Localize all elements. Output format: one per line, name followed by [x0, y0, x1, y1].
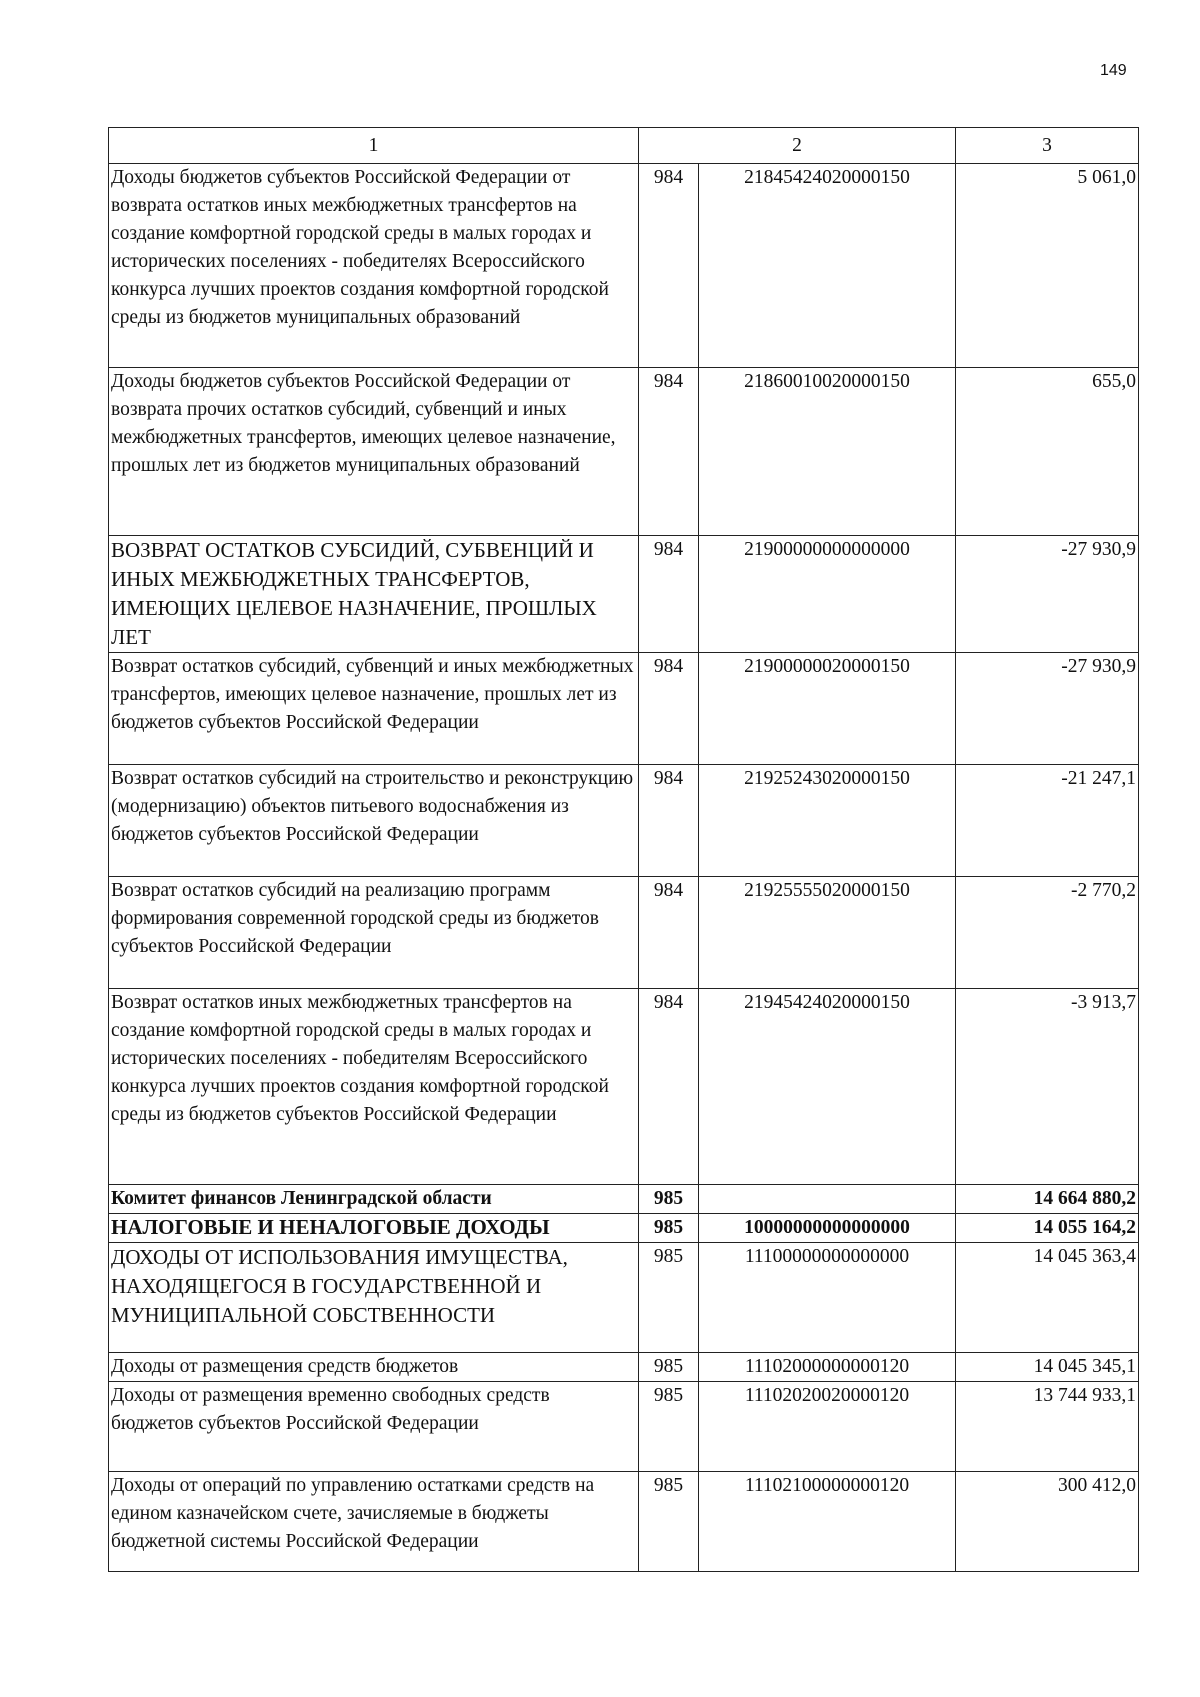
row-amount: 14 055 164,2: [956, 1214, 1139, 1243]
table-row: [109, 164, 1139, 368]
table-header-row: [109, 128, 1139, 164]
table-row: [109, 877, 1139, 989]
row-amount: 13 744 933,1: [956, 1382, 1139, 1472]
row-description: Доходы от размещения временно свободных средств бюджетов субъектов Российской Федерации: [109, 1382, 639, 1472]
row-budget-code: 11102100000000120: [699, 1472, 956, 1572]
table-row: [109, 1353, 1139, 1382]
row-administrator-code: 984: [639, 164, 699, 368]
row-administrator-code: 985: [639, 1214, 699, 1243]
row-description: Возврат остатков субсидий на реализацию программ формирования современной городской среды из бюджетов субъектов Российской Федерации: [109, 877, 639, 989]
row-description: Возврат остатков иных межбюджетных трансфертов на создание комфортной городской среды в малых городах и исторических поселениях - победителям Всероссийского конкурса лучших проектов создания комфортной городской среды из бюджетов субъектов Российской Федерации: [109, 989, 639, 1185]
row-amount: 300 412,0: [956, 1472, 1139, 1572]
row-budget-code: 11100000000000000: [699, 1243, 956, 1353]
row-description: ДОХОДЫ ОТ ИСПОЛЬЗОВАНИЯ ИМУЩЕСТВА, НАХОДЯЩЕГОСЯ В ГОСУДАРСТВЕННОЙ И МУНИЦИПАЛЬНОЙ СОБСТВЕННОСТИ: [109, 1243, 639, 1353]
row-administrator-code: 985: [639, 1353, 699, 1382]
row-description: Возврат остатков субсидий на строительство и реконструкцию (модернизацию) объектов питьевого водоснабжения из бюджетов субъектов Российской Федерации: [109, 765, 639, 877]
table-row: [109, 653, 1139, 765]
row-budget-code: 21925555020000150: [699, 877, 956, 989]
header-col-2: 2: [639, 128, 956, 164]
page-number: 149: [1100, 62, 1127, 79]
row-description: НАЛОГОВЫЕ И НЕНАЛОГОВЫЕ ДОХОДЫ: [109, 1214, 639, 1243]
table-row: [109, 1472, 1139, 1572]
row-administrator-code: 984: [639, 536, 699, 653]
row-amount: 5 061,0: [956, 164, 1139, 368]
row-amount: -27 930,9: [956, 653, 1139, 765]
row-amount: 14 045 363,4: [956, 1243, 1139, 1353]
row-budget-code: 21860010020000150: [699, 368, 956, 536]
table-row: [109, 1382, 1139, 1472]
table-row: [109, 989, 1139, 1185]
row-description: Доходы бюджетов субъектов Российской Федерации от возврата прочих остатков субсидий, субвенций и иных межбюджетных трансфертов, имеющих целевое назначение, прошлых лет из бюджетов муниципальных образований: [109, 368, 639, 536]
header-col-3: 3: [956, 128, 1139, 164]
table-row: [109, 1243, 1139, 1353]
row-amount: -2 770,2: [956, 877, 1139, 989]
table-row: [109, 368, 1139, 536]
row-budget-code: 10000000000000000: [699, 1214, 956, 1243]
table-row: [109, 1185, 1139, 1214]
row-description: Комитет финансов Ленинградской области: [109, 1185, 639, 1214]
row-administrator-code: 984: [639, 989, 699, 1185]
row-budget-code: 21925243020000150: [699, 765, 956, 877]
row-description: Возврат остатков субсидий, субвенций и иных межбюджетных трансфертов, имеющих целевое назначение, прошлых лет из бюджетов субъектов Российской Федерации: [109, 653, 639, 765]
row-budget-code: 21845424020000150: [699, 164, 956, 368]
row-budget-code: 21900000000000000: [699, 536, 956, 653]
table-row: [109, 536, 1139, 653]
budget-revenue-table: [108, 127, 1139, 1572]
table-row: [109, 765, 1139, 877]
row-amount: -21 247,1: [956, 765, 1139, 877]
row-administrator-code: 985: [639, 1472, 699, 1572]
row-description: Доходы от операций по управлению остатками средств на едином казначейском счете, зачисляемые в бюджеты бюджетной системы Российской Федерации: [109, 1472, 639, 1572]
row-budget-code: 11102020020000120: [699, 1382, 956, 1472]
row-administrator-code: 985: [639, 1243, 699, 1353]
row-budget-code: [699, 1185, 956, 1214]
row-budget-code: 21945424020000150: [699, 989, 956, 1185]
row-administrator-code: 984: [639, 765, 699, 877]
row-administrator-code: 985: [639, 1185, 699, 1214]
row-description: ВОЗВРАТ ОСТАТКОВ СУБСИДИЙ, СУБВЕНЦИЙ И ИНЫХ МЕЖБЮДЖЕТНЫХ ТРАНСФЕРТОВ, ИМЕЮЩИХ ЦЕЛЕВОЕ НАЗНАЧЕНИЕ, ПРОШЛЫХ ЛЕТ: [109, 536, 639, 653]
header-col-1: 1: [109, 128, 639, 164]
row-budget-code: 11102000000000120: [699, 1353, 956, 1382]
row-amount: 14 664 880,2: [956, 1185, 1139, 1214]
row-amount: -27 930,9: [956, 536, 1139, 653]
row-amount: 655,0: [956, 368, 1139, 536]
row-administrator-code: 984: [639, 368, 699, 536]
table-row: [109, 1214, 1139, 1243]
row-amount: 14 045 345,1: [956, 1353, 1139, 1382]
row-administrator-code: 985: [639, 1382, 699, 1472]
row-administrator-code: 984: [639, 877, 699, 989]
row-administrator-code: 984: [639, 653, 699, 765]
row-amount: -3 913,7: [956, 989, 1139, 1185]
row-budget-code: 21900000020000150: [699, 653, 956, 765]
row-description: Доходы бюджетов субъектов Российской Федерации от возврата остатков иных межбюджетных трансфертов на создание комфортной городской среды в малых городах и исторических поселениях - победителях Всероссийского конкурса лучших проектов создания комфортной городской среды из бюджетов муниципальных образований: [109, 164, 639, 368]
row-description: Доходы от размещения средств бюджетов: [109, 1353, 639, 1382]
